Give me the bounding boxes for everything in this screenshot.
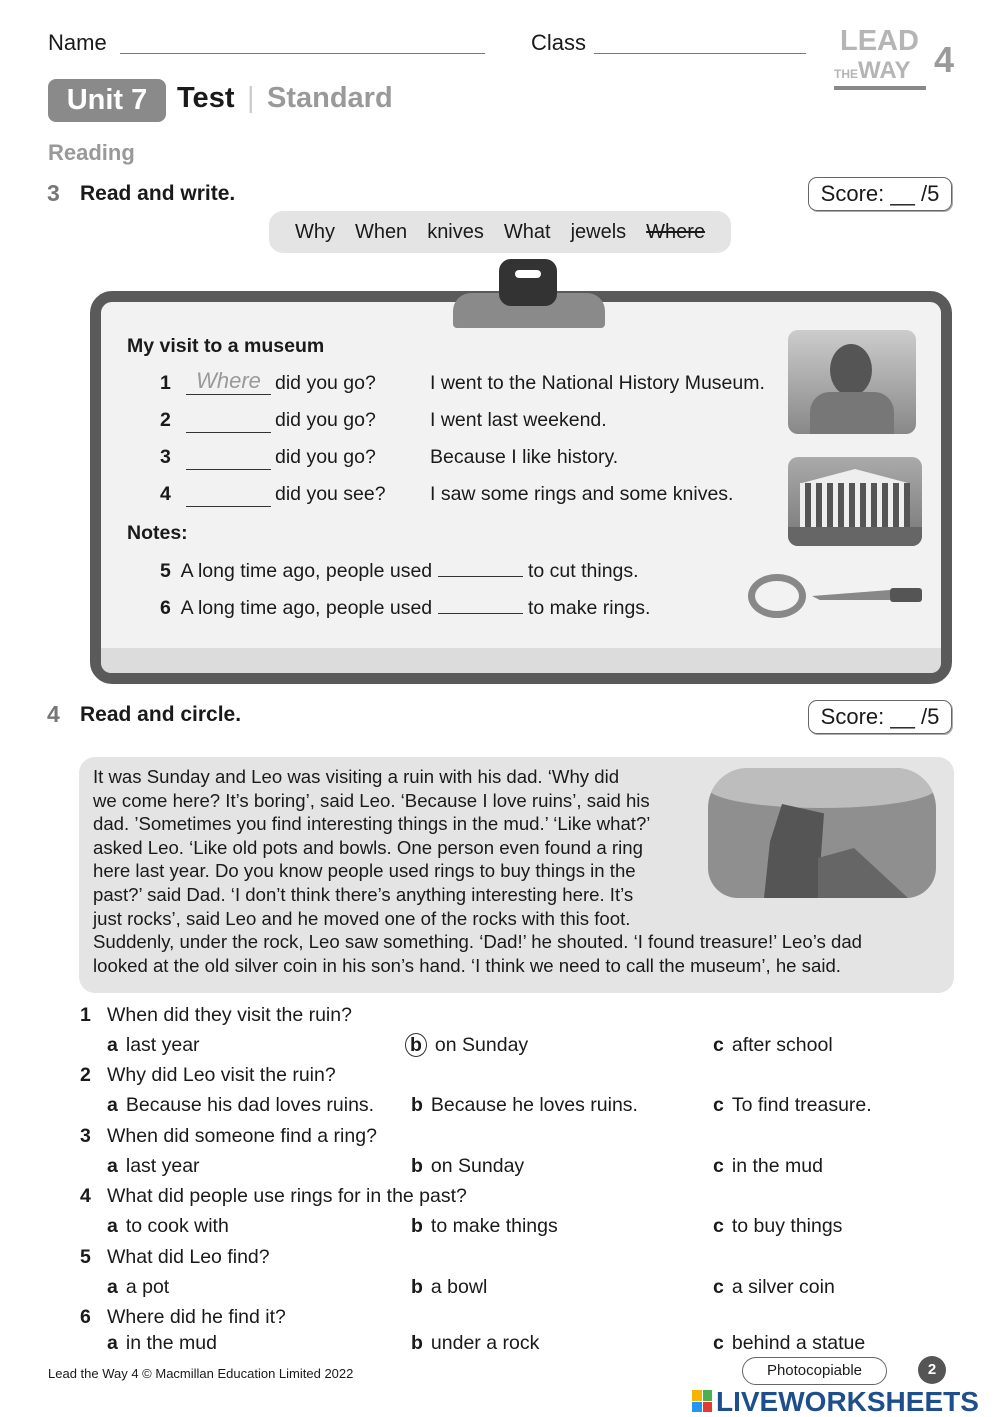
answer-option[interactable] xyxy=(411,1094,638,1117)
test-title: Test xyxy=(177,82,235,114)
option-text: to cook with xyxy=(125,1215,229,1237)
question-number: 3 xyxy=(80,1125,91,1147)
item-question: did you see? xyxy=(275,483,386,505)
option-text: in the mud xyxy=(731,1155,823,1177)
item-number: 2 xyxy=(160,409,171,431)
word-bank-word: What xyxy=(503,220,551,243)
option-text: to make things xyxy=(430,1215,558,1237)
boy-photo xyxy=(788,330,916,434)
option-text: in the mud xyxy=(125,1332,217,1354)
title-separator: | xyxy=(247,82,255,114)
question-text: Why did Leo visit the ruin? xyxy=(107,1064,336,1086)
name-label: Name xyxy=(48,30,107,55)
exercise-number: 4 xyxy=(47,701,60,727)
name-field[interactable] xyxy=(120,53,485,54)
answer-option[interactable] xyxy=(411,1155,524,1178)
note-number: 5 xyxy=(160,560,171,582)
option-text: Because he loves ruins. xyxy=(430,1094,638,1116)
answer-option[interactable] xyxy=(713,1332,865,1355)
board-item xyxy=(160,483,790,506)
item-question: did you go? xyxy=(275,446,376,468)
story-line: here last year. Do you know people used rings to buy things in the xyxy=(93,860,636,882)
page-number: 2 xyxy=(918,1356,946,1384)
board-item xyxy=(160,446,790,469)
answer-option[interactable] xyxy=(713,1155,823,1178)
option-letter: c xyxy=(713,1276,724,1298)
answer-option[interactable] xyxy=(107,1276,169,1299)
item-answer-text: I went last weekend. xyxy=(430,409,607,431)
note-text: to cut things. xyxy=(528,560,639,582)
option-letter: b xyxy=(411,1094,423,1116)
museum-photo xyxy=(788,457,922,546)
answer-option[interactable] xyxy=(107,1155,200,1178)
option-text: after school xyxy=(731,1034,833,1056)
clip-icon xyxy=(499,259,557,306)
question xyxy=(80,1246,270,1269)
unit-badge: Unit 7 xyxy=(48,79,166,122)
item-answer-text: Because I like history. xyxy=(430,446,619,468)
option-letter: a xyxy=(107,1034,118,1056)
item-question: did you go? xyxy=(275,372,376,394)
option-letter: c xyxy=(713,1034,724,1056)
score-box: Score: __ /5 xyxy=(808,177,952,211)
notes-label: Notes: xyxy=(127,522,188,544)
word-bank-word: knives xyxy=(427,220,484,243)
story-line: just rocks’, said Leo and he moved one of the rocks with this foot. xyxy=(93,907,631,929)
option-letter: c xyxy=(713,1094,724,1116)
answer-option[interactable] xyxy=(411,1034,528,1057)
option-text: on Sunday xyxy=(430,1155,525,1177)
photocopiable-badge: Photocopiable xyxy=(742,1357,887,1385)
question-number: 2 xyxy=(80,1064,91,1086)
word-bank-word: jewels xyxy=(570,220,627,243)
answer-field[interactable]: Where xyxy=(186,368,271,395)
item-question: did you go? xyxy=(275,409,376,431)
answer-option[interactable] xyxy=(713,1215,842,1238)
copyright: Lead the Way 4 © Macmillan Education Limited 2022 xyxy=(48,1366,354,1381)
ring-image xyxy=(748,574,806,618)
question xyxy=(80,1306,286,1329)
option-letter: b xyxy=(411,1215,423,1237)
option-text: a pot xyxy=(125,1276,170,1298)
option-text: Because his dad loves ruins. xyxy=(125,1094,375,1116)
story-text xyxy=(93,765,933,977)
answer-option[interactable] xyxy=(107,1332,217,1355)
item-answer-text: I went to the National History Museum. xyxy=(430,372,765,394)
option-text: on Sunday xyxy=(434,1034,529,1056)
question xyxy=(80,1185,467,1208)
question-text: When did they visit the ruin? xyxy=(107,1004,352,1026)
exercise-number: 3 xyxy=(47,180,60,206)
option-letter: a xyxy=(107,1215,118,1237)
option-letter: c xyxy=(713,1332,724,1354)
option-text: a bowl xyxy=(430,1276,488,1298)
question-text: When did someone find a ring? xyxy=(107,1125,377,1147)
question xyxy=(80,1004,352,1027)
question xyxy=(80,1125,377,1148)
section-heading: Reading xyxy=(48,140,135,165)
word-bank-word: Why xyxy=(294,220,335,243)
question-text: Where did he find it? xyxy=(107,1306,286,1328)
item-answer-text: I saw some rings and some knives. xyxy=(430,483,734,505)
option-text: to buy things xyxy=(731,1215,843,1237)
story-line: dad. ’Sometimes you find interesting things in the mud.’ ‘Like what?’ xyxy=(93,813,651,835)
answer-option[interactable] xyxy=(107,1094,374,1117)
option-letter: b xyxy=(411,1332,423,1354)
question-number: 4 xyxy=(80,1185,91,1207)
answer-option[interactable] xyxy=(411,1332,539,1355)
item-number: 4 xyxy=(160,483,171,505)
question-text: What did Leo find? xyxy=(107,1246,270,1268)
note-text: A long time ago, people used xyxy=(180,560,433,582)
answer-option[interactable] xyxy=(713,1094,872,1117)
knife-image xyxy=(812,588,922,602)
option-text: last year xyxy=(125,1155,200,1177)
story-line: looked at the old silver coin in his son’s hand. ‘I think we need to call the museum’, he said. xyxy=(93,954,841,976)
story-line: asked Leo. ‘Like old pots and bowls. One person even found a ring xyxy=(93,836,643,858)
word-bank-word-used: Where xyxy=(646,220,706,243)
liveworksheets-logo-icon xyxy=(692,1390,712,1412)
note-number: 6 xyxy=(160,597,171,619)
option-letter: a xyxy=(107,1155,118,1177)
answer-option[interactable] xyxy=(411,1215,558,1238)
option-text: To find treasure. xyxy=(731,1094,872,1116)
option-text: a silver coin xyxy=(731,1276,835,1298)
option-letter: b xyxy=(411,1155,423,1177)
board-item xyxy=(160,409,790,432)
exercise-instruction: Read and circle. xyxy=(80,703,242,726)
option-text: behind a statue xyxy=(731,1332,866,1354)
question-text: What did people use rings for in the past? xyxy=(107,1185,467,1207)
option-letter: a xyxy=(107,1094,118,1116)
score-box: Score: __ /5 xyxy=(808,700,952,734)
word-bank xyxy=(269,211,731,253)
answer-option[interactable] xyxy=(713,1034,833,1057)
note-item xyxy=(160,596,650,620)
item-number: 1 xyxy=(160,372,171,394)
option-text: last year xyxy=(125,1034,200,1056)
liveworksheets-watermark: LIVEWORKSHEETS xyxy=(716,1386,979,1417)
question xyxy=(80,1064,336,1087)
answer-option[interactable] xyxy=(107,1215,229,1238)
option-letter: c xyxy=(713,1215,724,1237)
item-number: 3 xyxy=(160,446,171,468)
option-letter: a xyxy=(107,1276,118,1298)
exercise-instruction: Read and write. xyxy=(80,182,236,205)
story-line: It was Sunday and Leo was visiting a ruin with his dad. ‘Why did xyxy=(93,766,620,787)
answer-field[interactable] xyxy=(438,596,523,614)
level-title: Standard xyxy=(267,82,393,114)
story-line: we come here? It’s boring’, said Leo. ‘Because I love ruins’, said his xyxy=(93,789,650,811)
note-text: A long time ago, people used xyxy=(180,597,433,619)
option-letter: b xyxy=(405,1033,427,1057)
class-field[interactable] xyxy=(594,53,806,54)
answer-option[interactable] xyxy=(107,1034,200,1057)
question-number: 5 xyxy=(80,1246,91,1268)
question-number: 6 xyxy=(80,1306,91,1328)
answer-option[interactable] xyxy=(411,1276,487,1299)
question-number: 1 xyxy=(80,1004,91,1026)
note-item xyxy=(160,559,639,583)
option-letter: a xyxy=(107,1332,118,1354)
answer-field[interactable] xyxy=(186,446,271,470)
answer-field[interactable] xyxy=(438,559,523,577)
option-text: under a rock xyxy=(430,1332,540,1354)
option-letter: b xyxy=(411,1276,423,1298)
answer-field[interactable] xyxy=(186,409,271,433)
story-line: past?’ said Dad. ‘I don’t think there’s anything interesting here. It’s xyxy=(93,883,634,905)
class-label: Class xyxy=(531,30,587,55)
note-text: to make rings. xyxy=(528,597,651,619)
lead-the-way-logo: LEAD THEWAY 4 xyxy=(834,26,958,96)
answer-field[interactable] xyxy=(186,483,271,507)
option-letter: c xyxy=(713,1155,724,1177)
word-bank-word: When xyxy=(354,220,408,243)
answer-option[interactable] xyxy=(713,1276,835,1299)
board-item xyxy=(160,368,790,395)
board-title: My visit to a museum xyxy=(127,335,325,357)
story-line: Suddenly, under the rock, Leo saw something. ‘Dad!’ he shouted. ‘I found treasure!’ Leo’s dad xyxy=(93,931,863,953)
